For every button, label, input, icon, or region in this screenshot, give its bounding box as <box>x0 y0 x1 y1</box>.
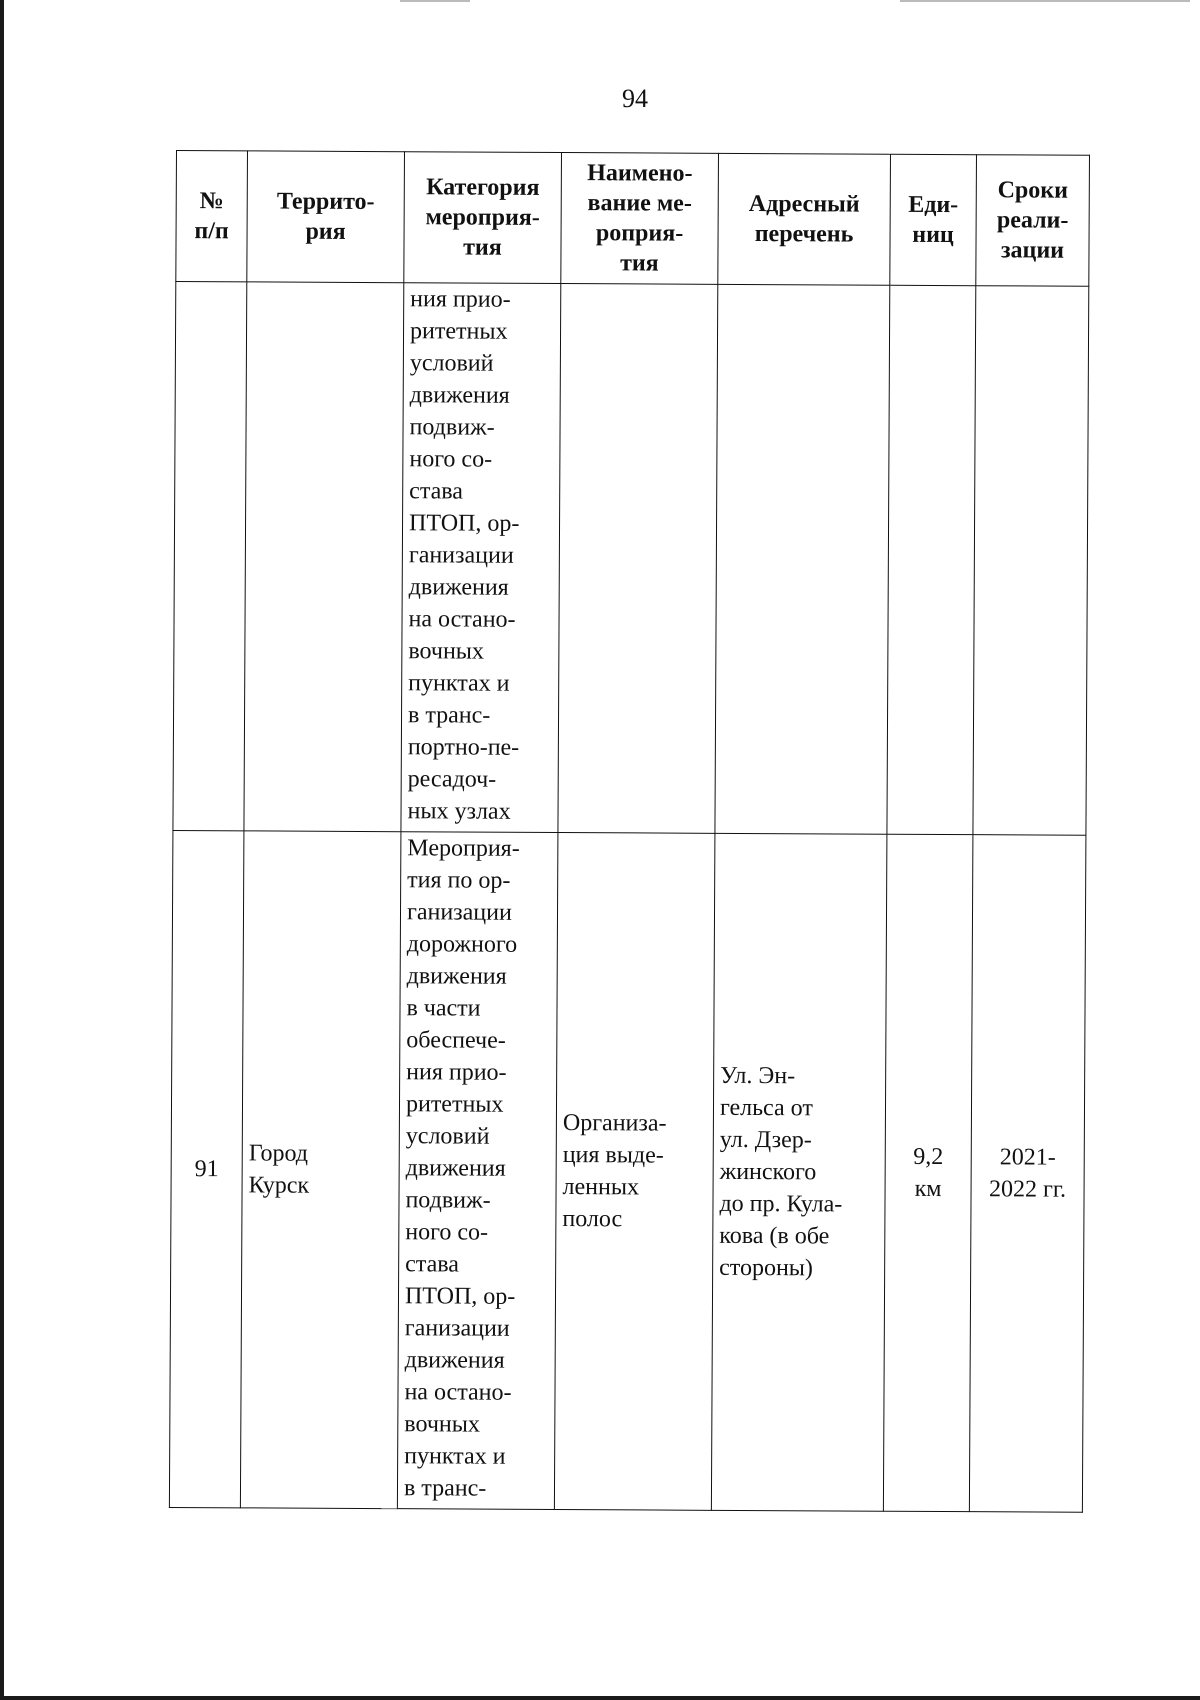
units-cell: 9,2 км <box>883 834 973 1511</box>
header-category: Категория мероприя- тия <box>404 152 562 284</box>
scan-edge-left <box>0 0 4 1700</box>
terms-cell: 2021- 2022 гг. <box>969 835 1086 1513</box>
territory-cell <box>244 282 404 832</box>
row-number-cell: 91 <box>169 830 244 1507</box>
terms-cell <box>973 286 1089 836</box>
header-units: Еди- ниц <box>890 154 977 285</box>
scan-smudge <box>900 0 1190 2</box>
page-number: 94 <box>622 84 648 113</box>
header-address-list: Адресный перечень <box>718 153 891 285</box>
row-number-cell <box>173 282 247 831</box>
category-cell: Мероприя- тия по ор- ганизации дорожного движения в части обеспече- ния прио- ритетных условий движения подвиж- ного со- става ПТОП, ор- ганизации движения на остано- вочных пунктах и в транс- <box>397 832 558 1510</box>
table-row <box>173 282 1089 836</box>
table-row <box>169 830 1086 1512</box>
units-cell <box>887 285 976 834</box>
header-measure-name: Наимено- вание ме- роприя- тия <box>561 153 719 285</box>
measure-name-cell: Организа- ция выде- ленных полос <box>554 833 715 1511</box>
territory-cell: Город Курск <box>240 831 401 1509</box>
measures-table <box>169 150 1090 1513</box>
scan-edge-bottom <box>0 1696 1200 1700</box>
header-number: № п/п <box>176 151 248 282</box>
category-cell: ния прио- ритетных условий движения подвиж- ного со- става ПТОП, ор- ганизации движения на остано- вочных пунктах и в транс- портно-пе- ресадоч- ных узлах <box>401 283 561 833</box>
measure-name-cell <box>558 284 718 834</box>
header-territory: Террито- рия <box>247 151 405 283</box>
header-terms: Сроки реали- зации <box>976 155 1090 287</box>
table-header-row <box>176 151 1090 287</box>
address-cell: Ул. Эн- гельса от ул. Дзер- жинского до пр. Кула- кова (в обе стороны) <box>711 833 887 1511</box>
address-cell <box>715 284 890 834</box>
scan-smudge <box>400 0 470 2</box>
